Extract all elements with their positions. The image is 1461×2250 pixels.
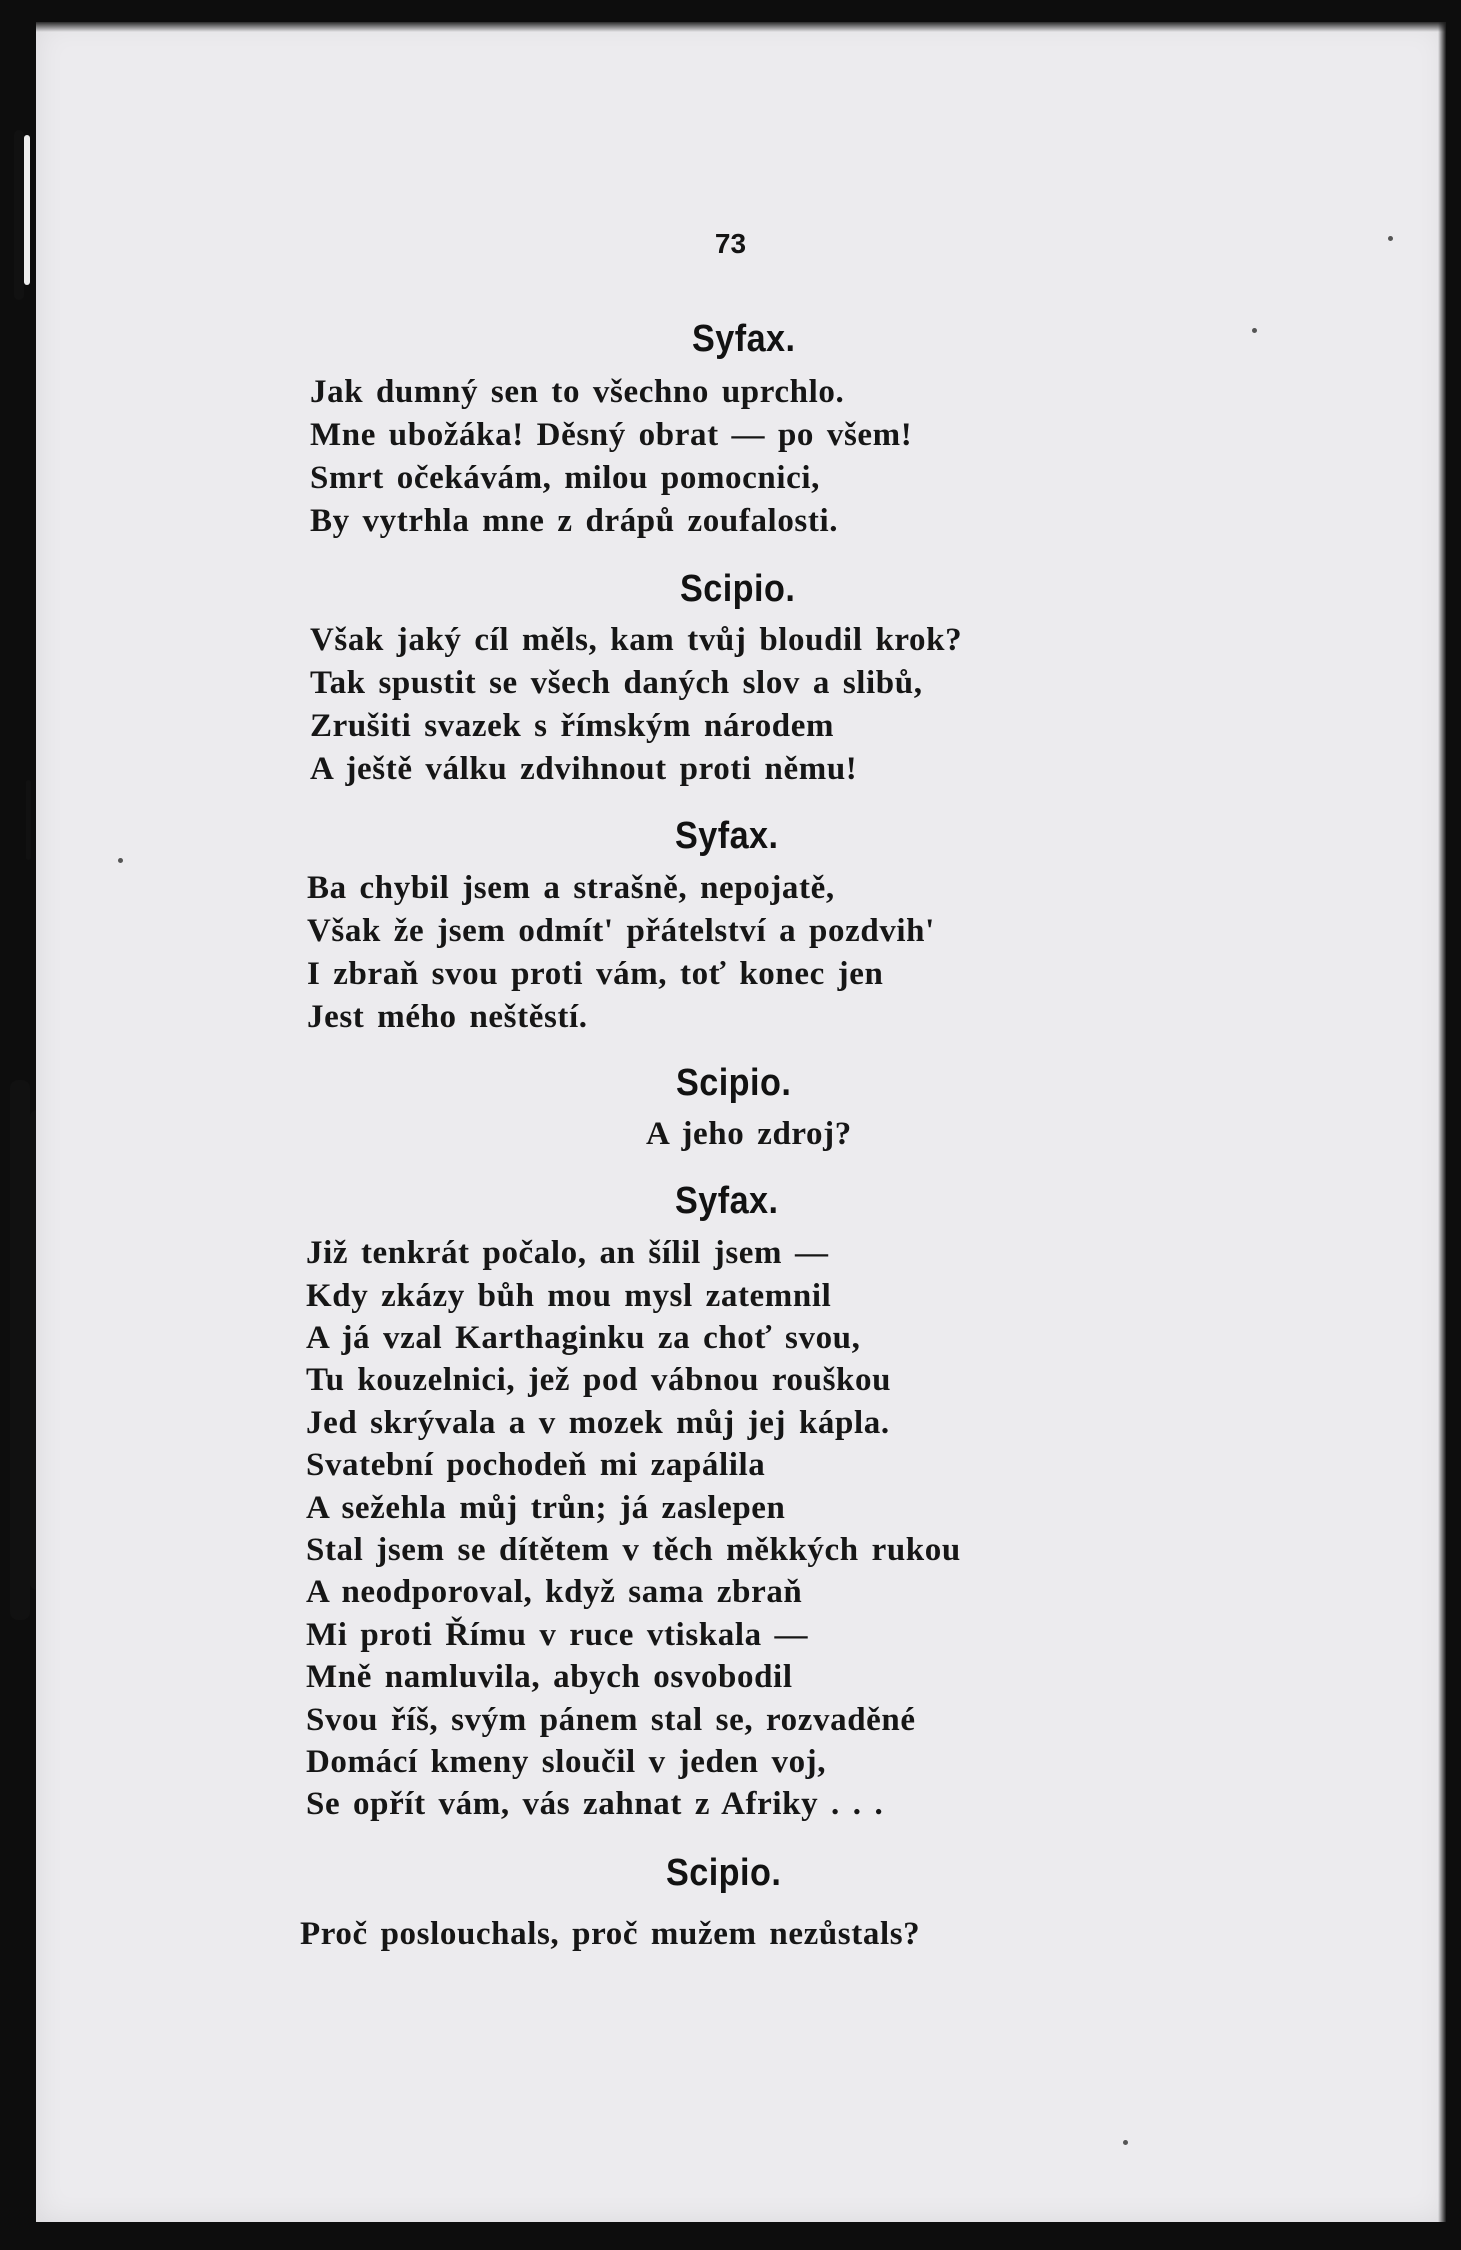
verse-line: Však jaký cíl měls, kam tvůj bloudil krok? (310, 622, 963, 658)
speaker-name: Syfax. (692, 318, 796, 360)
page-number: 73 (714, 228, 747, 259)
speaker-name: Scipio. (680, 568, 796, 610)
verse-line: Mne ubožáka! Děsný obrat — po všem! (310, 417, 913, 453)
verse-line: A ještě válku zdvihnout proti němu! (310, 751, 858, 787)
speck (1123, 2140, 1128, 2145)
verse-line: Svatební pochodeň mi zapálila (306, 1447, 766, 1483)
verse-line: Se opřít vám, vás zahnat z Afriky . . . (306, 1786, 884, 1822)
speaker-name: Scipio. (666, 1852, 782, 1894)
verse-line: By vytrhla mne z drápů zoufalosti. (310, 503, 839, 539)
verse-line: A já vzal Karthaginku za choť svou, (306, 1320, 861, 1356)
speaker-name: Syfax. (675, 815, 779, 857)
binding-mark (26, 780, 31, 860)
verse-line: Však že jsem odmít' přátelství a pozdvih' (307, 913, 935, 949)
verse-line: Jak dumný sen to všechno uprchlo. (310, 374, 845, 410)
verse-line: A neodporoval, když sama zbraň (306, 1574, 803, 1610)
verse-line: Smrt očekávám, milou pomocnici, (310, 460, 820, 496)
verse-line: Tu kouzelnici, jež pod vábnou rouškou (306, 1362, 892, 1398)
verse-line: I zbraň svou proti vám, toť konec jen (307, 956, 884, 992)
speaker-name: Scipio. (676, 1062, 792, 1104)
page-top-edge (36, 22, 1446, 32)
verse-line: A jeho zdroj? (646, 1116, 852, 1152)
verse-line: Jest mého neštěstí. (307, 999, 588, 1035)
binding-mark (24, 135, 30, 285)
verse-line: Mně namluvila, abych osvobodil (306, 1659, 793, 1695)
verse-line: Tak spustit se všech daných slov a slibů, (310, 665, 923, 701)
verse-line: Zrušiti svazek s římským národem (310, 708, 835, 744)
verse-line: Mi proti Římu v ruce vtiskala — (306, 1617, 809, 1653)
verse-line: Kdy zkázy bůh mou mysl zatemnil (306, 1278, 832, 1314)
speck (1252, 328, 1257, 333)
verse-line: Již tenkrát počalo, an šílil jsem — (306, 1235, 829, 1271)
verse-line: Ba chybil jsem a strašně, nepojatě, (307, 870, 835, 906)
verse-line: A sežehla můj trůn; já zaslepen (306, 1490, 786, 1526)
verse-line: Stal jsem se dítětem v těch měkkých rukou (306, 1532, 961, 1568)
verse-line: Domácí kmeny sloučil v jeden voj, (306, 1744, 827, 1780)
page-right-edge (1438, 22, 1446, 2222)
binding-mark (14, 130, 24, 300)
verse-line: Jed skrývala a v mozek můj jej kápla. (306, 1405, 890, 1441)
speaker-name: Syfax. (675, 1180, 779, 1222)
binding-mark (10, 1080, 30, 1620)
verse-line: Svou říš, svým pánem stal se, rozvaděné (306, 1702, 916, 1738)
verse-line: Proč poslouchals, proč mužem nezůstals? (300, 1916, 921, 1952)
speck (118, 858, 123, 863)
